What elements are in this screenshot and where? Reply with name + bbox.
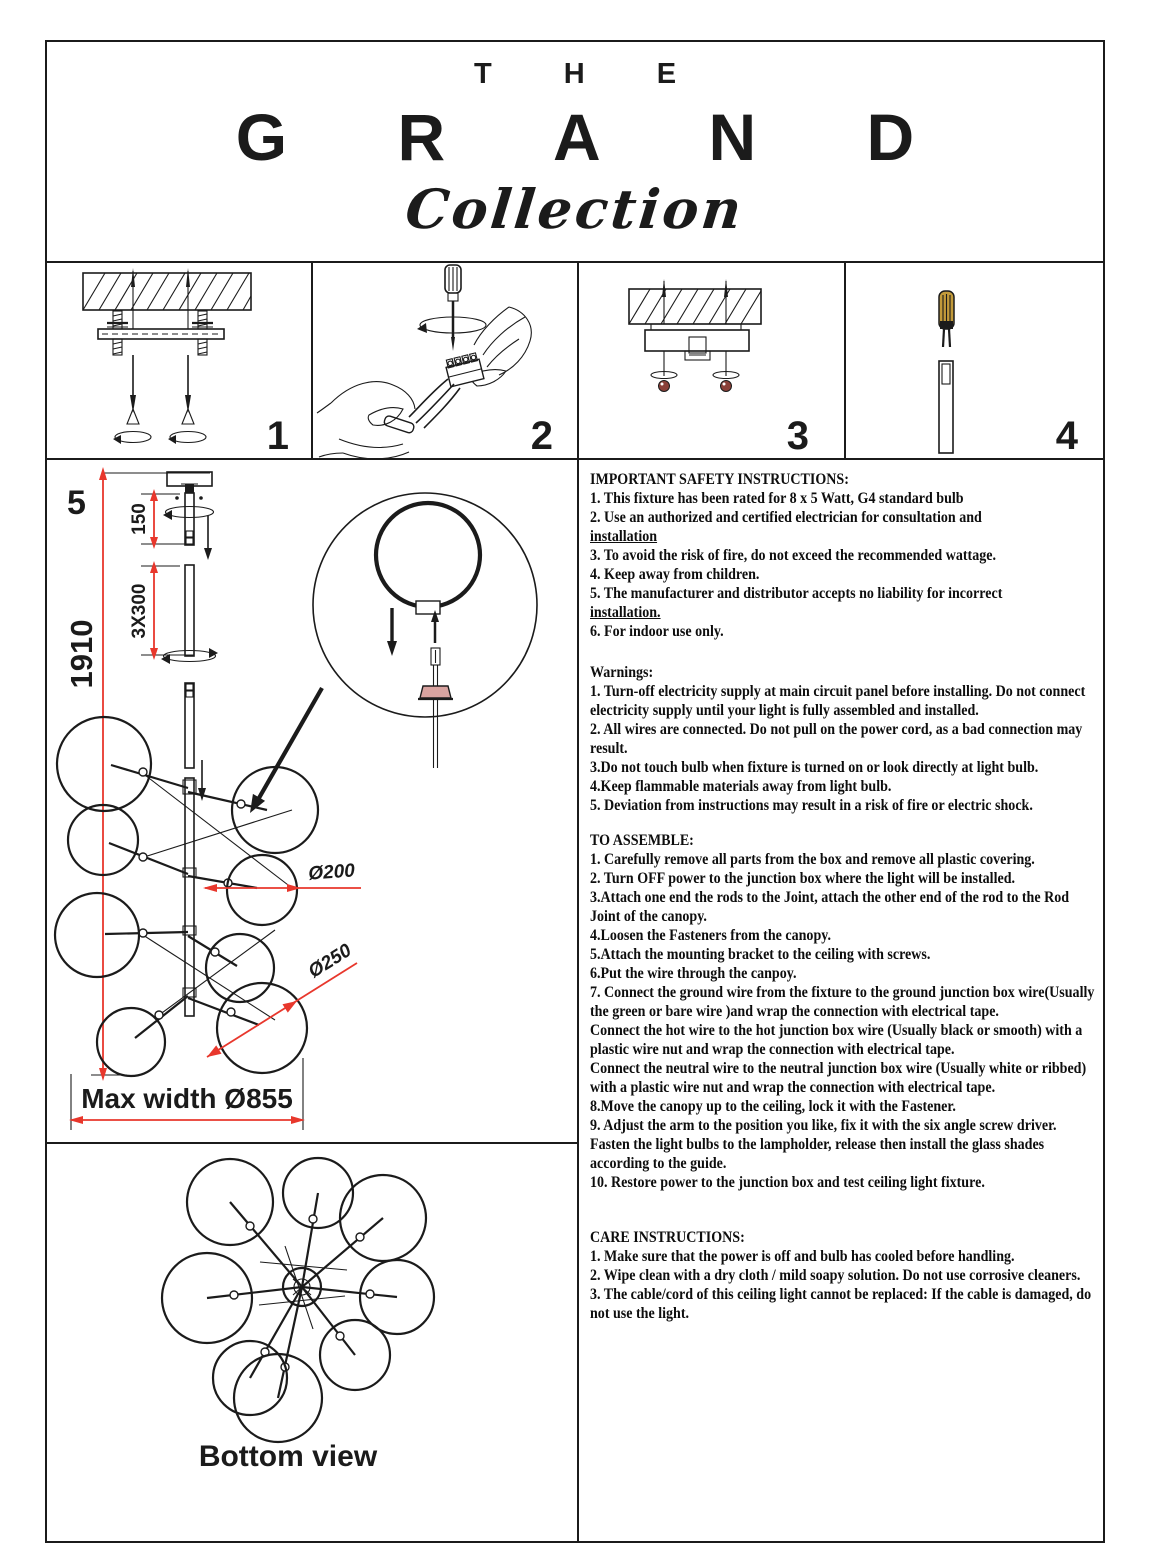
assemble-item: 7. Connect the ground wire from the fixture to the ground junction box wire(Usually the green or bare wire )and wrap the connection with electrical tape. — [590, 984, 1095, 1020]
safety-item: 6. For indoor use only. — [590, 623, 724, 640]
brand-the: T H E — [473, 58, 709, 90]
assemble-item: Connect the neutral wire to the neutral junction box wire (Usually white or ribbed) with a plastic wire nut and wrap the connection with electrical tape. — [590, 1060, 1087, 1096]
assemble-item: 6.Put the wire through the canpoy. — [590, 965, 797, 982]
warnings-item: 1. Turn-off electricity supply at main circuit panel before installing. Do not connect electricity supply until your light is fully assembled and installed. — [590, 683, 1086, 719]
step4-bulb-diagram — [846, 263, 1103, 458]
fixture-arms — [105, 765, 292, 1038]
care-item: 3. The cable/cord of this ceiling light cannot be replaced: If the cable is damaged, do not use the light. — [590, 1286, 1092, 1322]
assemble-item: 5.Attach the mounting bracket to the ceiling with screws. — [590, 946, 931, 963]
warnings-title: Warnings: — [590, 664, 654, 681]
safety-title: IMPORTANT SAFETY INSTRUCTIONS: — [590, 471, 849, 488]
assemble-item: 2. Turn OFF power to the junction box where the light will be installed. — [590, 870, 1016, 887]
detail-pointer-arrow — [244, 688, 322, 817]
bottom-view-label: Bottom view — [198, 1440, 378, 1473]
screwdriver-icon — [417, 265, 486, 351]
warnings-item: 2. All wires are connected. Do not pull on the power cord, as a bad connection may result. — [590, 721, 1083, 757]
svg-text:3X300: 3X300 — [129, 583, 150, 639]
warnings-item: 4.Keep flammable materials away from light bulb. — [590, 778, 892, 795]
safety-item: 2. Use an authorized and certified electrician for consultation and installation — [590, 509, 982, 545]
ceiling-screws — [662, 279, 728, 324]
rod-section-2 — [161, 565, 218, 664]
arm-joints — [139, 768, 245, 1019]
terminal-block — [444, 352, 484, 386]
svg-text:150: 150 — [129, 503, 150, 535]
ceiling-hatch — [83, 273, 251, 310]
globe-detail-bubble — [313, 493, 537, 768]
assemble-item: Fasten the light bulbs to the lampholder, release then install the glass shades according to the guide. — [590, 1136, 1045, 1172]
fixture-canopy — [167, 472, 212, 500]
mounting-bar — [98, 311, 224, 355]
svg-text:Ø200: Ø200 — [307, 860, 356, 885]
safety-item: 3. To avoid the risk of fire, do not exceed the recommended wattage. — [590, 547, 996, 564]
brand-header — [45, 40, 1105, 241]
step3-number: 3 — [786, 414, 809, 458]
warnings-section — [590, 663, 1102, 815]
canopy — [645, 324, 749, 360]
care-title: CARE INSTRUCTIONS: — [590, 1229, 745, 1246]
brand-grand: G R A N D — [235, 100, 961, 174]
hanging-screws — [113, 355, 206, 444]
safety-section — [590, 470, 1102, 641]
care-item: 1. Make sure that the power is off and bulb has cooled before handling. — [590, 1248, 1015, 1265]
glass-globes — [55, 717, 318, 1076]
fastener-balls — [651, 351, 739, 392]
step3-canopy-diagram — [579, 263, 843, 458]
assemble-item: Connect the hot wire to the hot junction box wire (Usually black or smooth) with a plastic wire nut and wrap the connection with electrical tape. — [590, 1022, 1083, 1058]
svg-text:Max width Ø855: Max width Ø855 — [81, 1083, 293, 1114]
assemble-item: 4.Loosen the Fasteners from the canopy. — [590, 927, 831, 944]
care-section — [590, 1228, 1102, 1323]
ceiling-screws — [131, 268, 190, 329]
assemble-item: 3.Attach one end the rods to the Joint, attach the other end of the rod to the Rod Joint of the canopy. — [590, 889, 1070, 925]
assemble-item: 8.Move the canopy up to the ceiling, lock it with the Fastener. — [590, 1098, 956, 1115]
rod-section-1 — [163, 493, 214, 560]
assemble-section — [590, 831, 1102, 1192]
ceiling-hatch — [629, 289, 761, 324]
wires — [383, 379, 460, 434]
warnings-item: 5. Deviation from instructions may result in a risk of fire or electric shock. — [590, 797, 1033, 814]
assemble-item: 10. Restore power to the junction box and test ceiling light fixture. — [590, 1174, 985, 1191]
dim-small-globe — [203, 860, 361, 892]
step2-wiring-diagram — [313, 263, 577, 458]
step4-number: 4 — [1055, 414, 1078, 458]
safety-item: 1. This fixture has been rated for 8 x 5 Watt, G4 standard bulb — [590, 490, 964, 507]
glass-tube-icon — [939, 361, 953, 453]
assemble-item: 1. Carefully remove all parts from the box and remove all plastic covering. — [590, 851, 1035, 868]
step2-number: 2 — [530, 414, 553, 458]
svg-text:Ø250: Ø250 — [304, 940, 356, 983]
bottom-view-diagram — [47, 1144, 577, 1541]
warnings-item: 3.Do not touch bulb when fixture is turned on or look directly at light bulb. — [590, 759, 1039, 776]
g4-bulb-icon — [939, 291, 954, 347]
assemble-item: 9. Adjust the arm to the position you like, fix it with the six angle screw driver. — [590, 1117, 1057, 1134]
instructions-column — [590, 470, 1102, 1323]
bottom-view-globes — [162, 1158, 434, 1442]
safety-item: 5. The manufacturer and distributor accepts no liability for incorrect installation. — [590, 585, 1003, 621]
step1-mounting-bracket-diagram — [47, 263, 311, 458]
svg-text:1910: 1910 — [64, 619, 99, 689]
care-item: 2. Wipe clean with a dry cloth / mild soapy solution. Do not use corrosive cleaners. — [590, 1267, 1081, 1284]
step5-fixture-diagram — [47, 460, 577, 1141]
fixture-stem — [183, 778, 196, 1016]
dim-total-height — [64, 467, 210, 1081]
step5-number: 5 — [67, 484, 86, 522]
assemble-title: TO ASSEMBLE: — [590, 832, 694, 849]
step1-number: 1 — [266, 414, 289, 458]
safety-item: 4. Keep away from children. — [590, 566, 760, 583]
brand-collection: Collection — [402, 177, 748, 241]
